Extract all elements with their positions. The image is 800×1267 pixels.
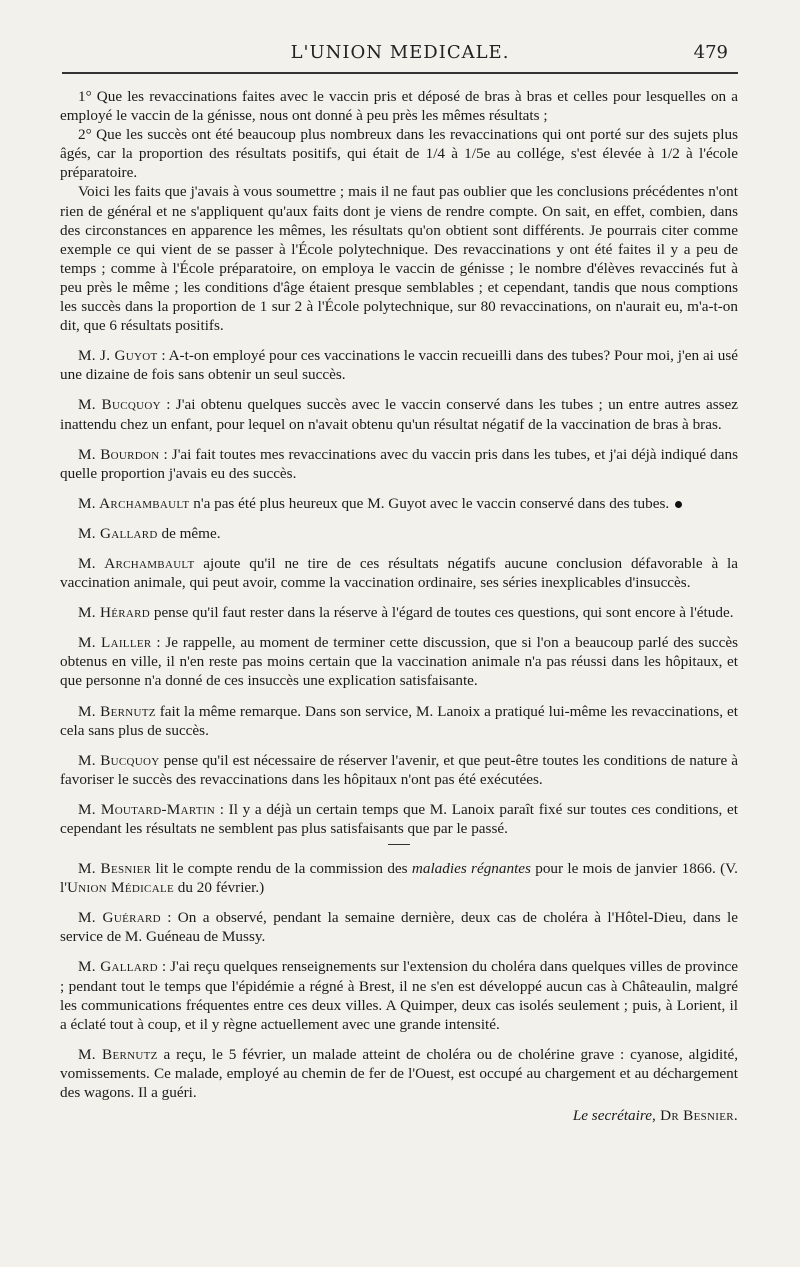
speaker-name: M. J. Guyot (78, 347, 158, 365)
paragraph-5 (60, 395, 738, 433)
paragraph-9 (60, 554, 738, 592)
speaker-name: M. Guérard (78, 909, 161, 927)
paragraph-6 (60, 445, 738, 483)
paragraph-8 (60, 524, 738, 543)
speaker-name: M. Gallard (78, 524, 158, 542)
paragraph-text: du 20 février.) (173, 879, 265, 897)
paragraph-text: a reçu, le 5 février, un malade atteint de choléra ou de cholérine grave : cyanose, algidité, vomissements. Ce malade, employé au chemin de fer de l'Ouest, est occupé au chargement et au déchargement des wagons. Il a guéri. (60, 1045, 738, 1102)
section-separator (388, 844, 410, 845)
paragraph-2: 2° Que les succès ont été beaucoup plus nombreux dans les revaccinations qui ont porté sur des sujets plus âgés, car la proportion des résultats positifs, qui était de 1/4 à 1/5e au collége, s'est élevée à 1/2 à l'école préparatoire. (60, 126, 738, 182)
paragraph-text: pense qu'il est nécessaire de réserver l'avenir, et que peut-être toutes les conditions de nature à favoriser le succès des revaccinations dans les hôpitaux n'ont pas été exécutées. (60, 751, 738, 788)
paragraph-16 (60, 908, 738, 946)
signature (60, 1106, 738, 1125)
speaker-name: M. Bucquoy (78, 751, 160, 769)
paragraph-12 (60, 702, 738, 740)
paragraph-text: : Je rappelle, au moment de terminer cette discussion, que si l'on a beaucoup parlé des succès obtenus en ville, il n'en reste pas moins certain que la vaccination animale n'a pas réussi dans les hôpitaux, et que personne n'a donné de ces insuccès une explication satisfaisante. (60, 634, 738, 690)
journal-title: L'UNION MEDICALE. (290, 42, 510, 63)
speaker-name: M. Archambault (78, 494, 190, 512)
paragraph-7 (60, 494, 738, 513)
paragraph-text: fait la même remarque. Dans son service, M. Lanoix a pratiqué lui-même les revaccinations, et cela sans plus de succès. (60, 702, 738, 739)
running-header (60, 38, 740, 70)
paragraph-text: : J'ai obtenu quelques succès avec le vaccin conservé dans les tubes ; un entre autres assez inattendu chez un enfant, pour lequel on n'avait obtenu qu'un résultat négatif de la vaccination de bras à bras. (60, 396, 738, 433)
paragraph-text: pense qu'il faut rester dans la réserve à l'égard de toutes ces questions, qui sont encore à l'étude. (150, 604, 734, 622)
speaker-name: M. Bernutz (78, 702, 156, 720)
italic-phrase: maladies régnantes (411, 860, 531, 878)
paragraph-13 (60, 751, 738, 789)
speaker-name: M. Archambault (78, 554, 195, 572)
speaker-name: M. Hérard (78, 604, 151, 622)
ink-dot (675, 501, 682, 508)
paragraph-11 (60, 633, 738, 690)
paragraph-text: n'a pas été plus heureux que M. Guyot avec le vaccin conservé dans des tubes. (189, 494, 670, 512)
journal-name: Union Médicale (66, 879, 174, 897)
paragraph-text: : J'ai reçu quelques renseignements sur l'extension du choléra dans quelques villes de province ; pendant tout le temps que l'épidémie a régné à Brest, il ne s'en est développé aucun cas à Châteaulin, malgré les communications fréquentes entre ces deux villes. A Quimper, deux cas isolés seulement ; puis, à Lorient, il a éclaté tout à coup, et il y règne actuellement avec une grande intensité. (60, 958, 738, 1033)
paragraph-15 (60, 859, 738, 897)
paragraph-text: de même. (157, 524, 221, 542)
speaker-name: M. Bernutz (78, 1045, 158, 1063)
paragraph-text: ajoute qu'il ne tire de ces résultats négatifs aucune conclusion défavorable à la vaccination animale, qui peut avoir, comme la vaccination ordinaire, ses séries inexplicables d'insuccès. (60, 554, 738, 592)
paragraph-text: : A-t-on employé pour ces vaccinations le vaccin recueilli dans des tubes? Pour moi, j'en ai usé une dizaine de fois sans obtenir un seul succès. (60, 347, 738, 384)
paragraph-text: lit le compte rendu de la commission des (151, 860, 412, 878)
signature-role: Le secrétaire (572, 1107, 652, 1125)
paragraph-text: : Il y a déjà un certain temps que M. Lanoix paraît fixé sur toutes ces conditions, et cependant les résultats ne semblent pas plus satisfaisants que par le passé. (60, 800, 738, 837)
paragraph-17 (60, 957, 738, 1033)
paragraph-18 (60, 1045, 738, 1102)
header-rule (62, 72, 738, 74)
speaker-name: M. Bourdon (78, 445, 160, 463)
paragraph-10 (60, 603, 738, 622)
paragraph-text: pour le mois de janvier 1866. (V. l' (60, 860, 738, 897)
paragraph-4 (60, 346, 738, 384)
speaker-name: M. Bucquoy (78, 396, 161, 414)
signature-name: , Dr Besnier. (651, 1107, 738, 1125)
paragraph-3: Voici les faits que j'avais à vous soumettre ; mais il ne faut pas oublier que les conclusions précédentes n'ont rien de général et ne s'appliquent qu'aux faits dont je viens de rendre compte. On sait, en effet, combien, dans des circonstances en apparence les mêmes, les résultats qu'on obtient sont différents. Je pourrais citer comme exemple ce qui vient de se passer à l'École polytechnique. Des revaccinations y ont été faites il y a peu de temps ; comme à l'École préparatoire, on employa le vaccin de génisse ; le nombre d'élèves revaccinés fut à peu près le même ; les conditions d'âge étaient presque semblables ; et cependant, tandis que nous comptions les succès dans la proportion de 1 sur 2 à l'École polytechnique, sur 80 revaccinations, on n'aurait eu, m'a-t-on dit, que 6 résultats positifs. (60, 183, 738, 335)
paragraph-text: : J'ai fait toutes mes revaccinations avec du vaccin pris dans les tubes, et j'ai déjà indiqué dans quelle proportion j'avais eu des succès. (60, 445, 738, 482)
speaker-name: M. Besnier (78, 860, 152, 878)
speaker-name: M. Moutard-Martin (78, 800, 216, 818)
speaker-name: M. Lailler (78, 634, 152, 652)
article-body (60, 87, 738, 1136)
paragraph-1: 1° Que les revaccinations faites avec le vaccin pris et déposé de bras à bras et celles pour lesquelles on a employé le vaccin de la génisse, nous ont donné à peu près les mêmes résultats ; (60, 88, 738, 125)
paragraph-14 (60, 800, 738, 838)
page-number: 479 (693, 42, 728, 63)
paragraph-text: : On a observé, pendant la semaine dernière, deux cas de choléra à l'Hôtel-Dieu, dans le service de M. Guéneau de Mussy. (60, 909, 738, 946)
speaker-name: M. Gallard (78, 958, 158, 976)
